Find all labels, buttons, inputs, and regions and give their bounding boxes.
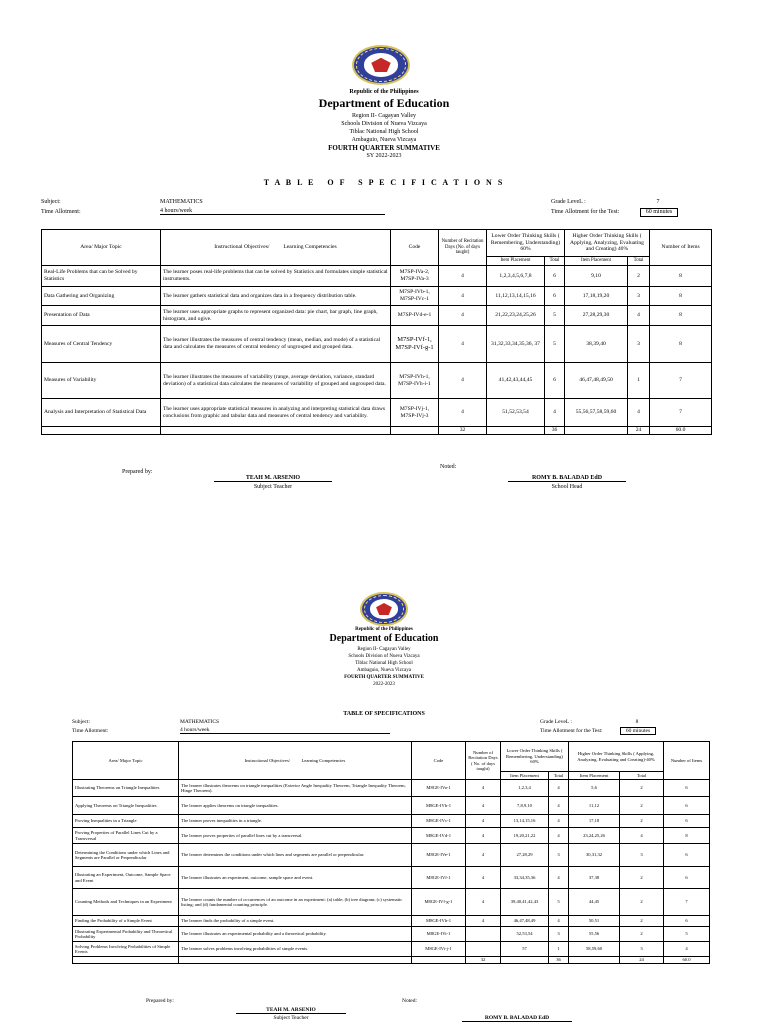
topic-cell: Real-Life Problems that can be Solved by Statistics — [42, 266, 161, 287]
lots-cell: 11,12,13,14,15,16 — [487, 287, 545, 306]
region-text: Region II- Cagayan Valley — [351, 113, 417, 119]
items-cell: 8 — [650, 266, 712, 287]
test-time-value-2: 60 minutes — [620, 727, 656, 735]
days-cell: 4 — [466, 797, 501, 815]
code-cell: M7SP-IVd-e-1 — [391, 306, 439, 326]
totals-row — [42, 427, 712, 435]
col-header-items-2: Number of Items — [664, 742, 710, 780]
topic-cell: Illustrating Experimental Probability and Theoretical Probability — [73, 927, 179, 942]
exam-title-2: FOURTH QUARTER SUMMATIVE — [344, 675, 424, 680]
col-header-lots: Lower Order Thinking Skills ( Remembering, Understanding) 60% — [487, 230, 565, 257]
objective-cell: The learner illustrates an experimental probability and a theoretical probability. — [179, 927, 412, 942]
grade-label-2: Grade LeveL : — [540, 719, 572, 725]
lots-total-cell: 1 — [549, 942, 569, 957]
objective-cell: The learner illustrates the measures of variability (range, average deviation, variance, standard deviation) of a statistical data calculates the measures of variability of grouped and ungrouped data. — [161, 363, 391, 399]
col-header-item-placement-2: Item Placement — [565, 257, 628, 266]
hots-total-cell: 2 — [620, 867, 664, 889]
hots-total-cell: 4 — [620, 828, 664, 844]
objective-cell: The learner gathers statistical data and organizes data in a frequency distribution table. — [161, 287, 391, 306]
objective-cell: The learner poses real-life problems that can be solved by Statistics and formulates simple statistical instruments. — [161, 266, 391, 287]
objective-cell: The learner uses appropriate graphs to represent organized data: pie chart, bar graph, line graph, histogram, and ogive. — [161, 306, 391, 326]
table-row — [73, 867, 710, 889]
col-header-topic-2: Area/ Major Topic — [73, 742, 179, 780]
total-days: 32 — [439, 427, 487, 435]
code-cell: M8GE-IVi-j-1 — [412, 942, 466, 957]
lots-cell: 52,53,54 — [501, 927, 549, 942]
table-row — [42, 399, 712, 427]
lots-total-cell: 6 — [545, 363, 565, 399]
col-header-code: Code — [391, 230, 439, 266]
hots-total-cell: 2 — [620, 797, 664, 815]
objective-cell: The learner counts the number of occurrences of an outcome in an experiment: (a) table; (b) tree diagram; (c) systematic listing; and (d) fundamental counting principle. — [179, 889, 412, 916]
department-title-2: Department of Education — [329, 633, 439, 644]
lots-total-cell: 5 — [545, 326, 565, 363]
col-header-item-placement-2a: Item Placement — [501, 772, 549, 780]
topic-cell: Measures of Central Tendency — [42, 326, 161, 363]
items-cell: 8 — [650, 287, 712, 306]
days-cell: 4 — [439, 326, 487, 363]
lots-cell: 27,28,29 — [501, 844, 549, 867]
total-hots: 24 — [620, 957, 664, 964]
items-cell: 5 — [664, 927, 710, 942]
items-cell: 6 — [664, 844, 710, 867]
topic-cell: Determining the Conditions under which Lines and Segments are Parallel or Perpendicular — [73, 844, 179, 867]
code-cell: M8GE-IVh-1 — [412, 916, 466, 927]
grade-label: Grade LeveL : — [551, 199, 586, 205]
code-cell: M8GE-IVb-1 — [412, 797, 466, 815]
days-cell: 4 — [466, 828, 501, 844]
exam-title: FOURTH QUARTER SUMMATIVE — [328, 144, 440, 152]
head-name: ROMY B. BALADAD EdD — [508, 475, 626, 482]
lots-cell: 1,2,3,4 — [501, 780, 549, 797]
code-cell: M8GE-IVi-1 — [412, 927, 466, 942]
time-value-2: 4 hours/week — [180, 727, 390, 734]
items-cell: 7 — [650, 363, 712, 399]
days-cell: 4 — [466, 867, 501, 889]
items-cell: 6 — [664, 780, 710, 797]
items-cell: 8 — [664, 828, 710, 844]
lots-cell: 41,42,43,44,45 — [487, 363, 545, 399]
code-cell: M8GE-IVd-1 — [412, 828, 466, 844]
objective-cell: The learner applies theorems on triangle inequalities. — [179, 797, 412, 815]
topic-cell: Applying Theorems on Triangle Inequalities — [73, 797, 179, 815]
objective-cell: The learner determines the conditions under which lines and segments are parallel or perpendicular. — [179, 844, 412, 867]
republic-text-2: Republic of the Philippines — [355, 627, 413, 632]
hots-cell: 37,38 — [569, 867, 620, 889]
topic-cell: Proving Properties of Parallel Lines Cut by a Transversal — [73, 828, 179, 844]
days-cell: 4 — [466, 844, 501, 867]
topic-cell: Finding the Probability of a Simple Event — [73, 916, 179, 927]
total-items: 60.0 — [664, 957, 710, 964]
head-name-2: ROMY B. BALADAD EdD — [462, 1015, 572, 1022]
total-lots: 36 — [549, 957, 569, 964]
objective-cell: The learner proves inequalities in a triangle. — [179, 815, 412, 828]
hots-cell: 9,10 — [565, 266, 628, 287]
tos-title: T A B L E O F S P E C I F I C A T I O N S — [263, 178, 505, 187]
topic-cell: Analysis and Interpretation of Statistical Data — [42, 399, 161, 427]
code-cell: M8GE-IVa-1 — [412, 780, 466, 797]
topic-cell: Counting Methods and Techniques in an Experiment — [73, 889, 179, 916]
lots-cell: 51,52,53,54 — [487, 399, 545, 427]
table-row — [73, 797, 710, 815]
objective-cell: The learner illustrates an experiment, outcome, sample space and event. — [179, 867, 412, 889]
days-cell: 4 — [466, 780, 501, 797]
col-header-total-2b: Total — [620, 772, 664, 780]
head-role: School Head — [551, 484, 583, 490]
col-header-code-2: Code — [412, 742, 466, 780]
republic-text: Republic of the Philippines — [349, 89, 419, 95]
hots-total-cell: 4 — [628, 399, 650, 427]
test-time-value: 60 minutes — [640, 208, 678, 217]
table-row — [42, 287, 712, 306]
total-days: 32 — [466, 957, 501, 964]
hots-total-cell: 1 — [628, 363, 650, 399]
items-cell: 8 — [650, 306, 712, 326]
code-cell: M8GE-IVf-g-1 — [412, 889, 466, 916]
lots-total-cell: 3 — [549, 927, 569, 942]
tos-title-2: TABLE OF SPECIFICATIONS — [343, 711, 425, 717]
hots-total-cell: 4 — [628, 306, 650, 326]
items-cell: 8 — [650, 326, 712, 363]
hots-cell: 46,47,48,49,50 — [565, 363, 628, 399]
noted-label-2: Noted: — [402, 998, 417, 1004]
lots-cell: 31,32,33,34,35,36, 37 — [487, 326, 545, 363]
table-row — [73, 916, 710, 927]
noted-label: Noted: — [440, 464, 457, 470]
col-header-days: Number of Recitation Days (No. of days taught) — [439, 230, 487, 266]
test-time-label: Time Allotment for the Test: — [551, 209, 620, 215]
col-header-topic: Area/ Major Topic — [42, 230, 161, 266]
lots-cell: 39,40,41,42,43 — [501, 889, 549, 916]
col-header-total-2: Total — [628, 257, 650, 266]
grade-value-2: 8 — [635, 719, 639, 725]
code-cell: M7SP-IVf-1, M7SP-IVf-g-1 — [391, 326, 439, 363]
teacher-name-2: TEAH M. ARSENIO — [236, 1007, 346, 1014]
time-label: Time Allotment: — [41, 209, 81, 215]
hots-cell: 58,59,60 — [569, 942, 620, 957]
deped-seal-2 — [360, 592, 408, 626]
hots-total-cell: 2 — [620, 927, 664, 942]
objective-cell: The learner uses appropriate statistical measures in analyzing and interpreting statistical data draws conclusions from graphic and tabular data and measures of central tendency and variability. — [161, 399, 391, 427]
topic-cell: Data Gathering and Organizing — [42, 287, 161, 306]
division-text-2: Schools Division of Nueva Vizcaya — [348, 654, 420, 659]
subject-label: Subject: — [41, 199, 61, 205]
hots-cell: 44,45 — [569, 889, 620, 916]
table-row — [73, 889, 710, 916]
lots-total-cell: 4 — [549, 867, 569, 889]
subject-label-2: Subject: — [72, 719, 91, 725]
col-header-total-2a: Total — [549, 772, 569, 780]
objective-cell: The learner proves properties of parallel lines cut by a transversal. — [179, 828, 412, 844]
lots-total-cell: 5 — [545, 306, 565, 326]
col-header-items: Number of Items — [650, 230, 712, 266]
table-row — [73, 927, 710, 942]
table-row — [42, 326, 712, 363]
hots-cell: 38,39,40 — [565, 326, 628, 363]
table-row — [42, 363, 712, 399]
address-text-2: Ambaguio, Nueva Vizcaya — [357, 668, 411, 673]
department-title: Department of Education — [318, 96, 450, 110]
items-cell: 7 — [664, 889, 710, 916]
items-cell: 6 — [664, 867, 710, 889]
table-row — [73, 942, 710, 957]
days-cell: 4 — [466, 889, 501, 916]
lots-total-cell: 4 — [549, 815, 569, 828]
days-cell: 4 — [466, 815, 501, 828]
objective-cell: The learner solves problems involving probabilities of simple events. — [179, 942, 412, 957]
table-row — [73, 815, 710, 828]
lots-total-cell: 5 — [549, 889, 569, 916]
days-cell: 4 — [439, 266, 487, 287]
code-cell: M8GE-IVe-1 — [412, 844, 466, 867]
table-row — [73, 780, 710, 797]
objective-cell: The learner finds the probability of a simple event. — [179, 916, 412, 927]
days-cell: 4 — [439, 306, 487, 326]
days-cell: 4 — [439, 399, 487, 427]
hots-cell: 17,18 — [569, 815, 620, 828]
lots-cell: 1,2,3,4,5,6,7,8 — [487, 266, 545, 287]
hots-total-cell: 2 — [628, 266, 650, 287]
table-row — [42, 306, 712, 326]
lots-cell: 7,8,9,10 — [501, 797, 549, 815]
test-time-label-2: Time Allotment for the Test: — [540, 728, 603, 734]
hots-total-cell: 3 — [628, 287, 650, 306]
hots-cell: 23,24,25,26 — [569, 828, 620, 844]
address-text: Ambaguio, Nueva Vizcaya — [351, 137, 417, 143]
topic-cell: Illustrating Theorems on Triangle Inequalities — [73, 780, 179, 797]
code-cell: M8GE-IVc-1 — [412, 815, 466, 828]
col-header-objectives: Instructional Objectives/ Learning Competencies — [161, 230, 391, 266]
school-year-2: 2022-2023 — [373, 682, 395, 687]
days-cell: 4 — [439, 287, 487, 306]
hots-cell: 11,12 — [569, 797, 620, 815]
teacher-role-2: Subject Teacher — [273, 1015, 309, 1021]
lots-total-cell: 4 — [549, 916, 569, 927]
lots-total-cell: 4 — [549, 780, 569, 797]
col-header-objectives-2: Instructional Objectives/ Learning Competencies — [179, 742, 412, 780]
school-text: Tiblac National High School — [349, 129, 419, 135]
school-year: SY 2022-2023 — [366, 153, 402, 159]
days-cell — [466, 927, 501, 942]
code-cell: M7SP-IVh-1, M7SP-IVh-i-1 — [391, 363, 439, 399]
hots-total-cell: 3 — [620, 942, 664, 957]
topic-cell: Solving Problems Involving Probabilities of Simple Events — [73, 942, 179, 957]
deped-seal-1 — [352, 45, 410, 85]
subject-value-2: MATHEMATICS — [180, 719, 220, 725]
code-cell: M7SP-IVa-2, M7SP-IVa-3 — [391, 266, 439, 287]
items-cell: 4 — [664, 942, 710, 957]
lots-cell: 57 — [501, 942, 549, 957]
hots-cell: 17,18,19,20 — [565, 287, 628, 306]
col-header-hots-2: Higher Order Thinking Skills ( Applying, Analyzing, Evaluating and Creating)-40% — [569, 742, 664, 772]
hots-cell: 30,31,32 — [569, 844, 620, 867]
lots-total-cell: 6 — [545, 266, 565, 287]
prepared-label: Prepared by: — [122, 469, 153, 475]
hots-total-cell: 3 — [620, 844, 664, 867]
hots-total-cell: 2 — [620, 916, 664, 927]
prepared-label-2: Prepared by: — [146, 998, 174, 1004]
items-cell: 6 — [664, 797, 710, 815]
total-lots: 36 — [545, 427, 565, 435]
code-cell: M8GE-IVf-1 — [412, 867, 466, 889]
time-label-2: Time Allotment: — [72, 728, 109, 734]
col-header-item-placement: Item Placement — [487, 257, 545, 266]
hots-cell: 55,56,57,58,59,60 — [565, 399, 628, 427]
teacher-role: Subject Teacher — [253, 484, 293, 490]
total-items: 60.0 — [650, 427, 712, 435]
lots-total-cell: 4 — [545, 399, 565, 427]
lots-total-cell: 4 — [549, 828, 569, 844]
table-row — [42, 266, 712, 287]
lots-cell: 19,20,21,22 — [501, 828, 549, 844]
days-cell: 4 — [466, 916, 501, 927]
tos-table-grade7 — [41, 229, 712, 435]
topic-cell: Presentation of Data — [42, 306, 161, 326]
topic-cell: Proving Inequalities in a Triangle — [73, 815, 179, 828]
tos-table-grade8 — [72, 741, 710, 964]
grade-value: 7 — [656, 199, 660, 205]
col-header-item-placement-2b: Item Placement — [569, 772, 620, 780]
lots-cell: 21,22,23,24,25,26 — [487, 306, 545, 326]
objective-cell: The learner illustrates theorems on triangle inequalities (Exterior Angle Inequality Theorem, Triangle Inequality Theorem, Hinge Theorem). — [179, 780, 412, 797]
hots-total-cell: 2 — [620, 780, 664, 797]
region-text-2: Region II- Cagayan Valley — [357, 647, 411, 652]
col-header-lots-2: Lower Order Thinking Skills ( Remembering, Understanding) 60% — [501, 742, 569, 772]
col-header-total: Total — [545, 257, 565, 266]
lots-cell: 13,14,15,16 — [501, 815, 549, 828]
lots-total-cell: 3 — [549, 844, 569, 867]
hots-cell: 27,28,29,30 — [565, 306, 628, 326]
lots-cell: 33,34,35,36 — [501, 867, 549, 889]
code-cell: M7SP-IVb-1, M7SP-IVc-1 — [391, 287, 439, 306]
table-row — [73, 828, 710, 844]
hots-cell: 55,56 — [569, 927, 620, 942]
lots-total-cell: 4 — [549, 797, 569, 815]
hots-total-cell: 3 — [628, 326, 650, 363]
lots-total-cell: 6 — [545, 287, 565, 306]
items-cell: 6 — [664, 916, 710, 927]
objective-cell: The learner illustrates the measures of central tendency (mean, median, and mode) of a statistical data and calculates the measures of central tendency of ungrouped and grouped data. — [161, 326, 391, 363]
teacher-name: TEAH M. ARSENIO — [214, 475, 332, 482]
col-header-days-2: Number of Recitation Days ( No. of days taught) — [466, 742, 501, 780]
total-hots: 24 — [628, 427, 650, 435]
days-cell — [466, 942, 501, 957]
code-cell: M7SP-IVj-1, M7SP-IVj-3 — [391, 399, 439, 427]
lots-cell: 46,47,48,49 — [501, 916, 549, 927]
time-value: 4 hours/week — [160, 208, 385, 215]
school-text-2: Tiblac National High School — [355, 661, 413, 666]
topic-cell: Illustrating an Experiment, Outcome, Sample Space and Event — [73, 867, 179, 889]
hots-total-cell: 2 — [620, 889, 664, 916]
items-cell: 6 — [664, 815, 710, 828]
topic-cell: Measures of Variability — [42, 363, 161, 399]
totals-row — [73, 957, 710, 964]
col-header-hots: Higher Order Thinking Skills ( Applying, Analyzing, Evaluating and Creating) 40% — [565, 230, 650, 257]
table-row — [73, 844, 710, 867]
subject-value: MATHEMATICS — [160, 199, 203, 205]
days-cell: 4 — [439, 363, 487, 399]
hots-cell: 50,51 — [569, 916, 620, 927]
hots-total-cell: 2 — [620, 815, 664, 828]
hots-cell: 5,6 — [569, 780, 620, 797]
items-cell: 7 — [650, 399, 712, 427]
division-text: Schools Division of Nueva Vizcaya — [341, 121, 427, 127]
